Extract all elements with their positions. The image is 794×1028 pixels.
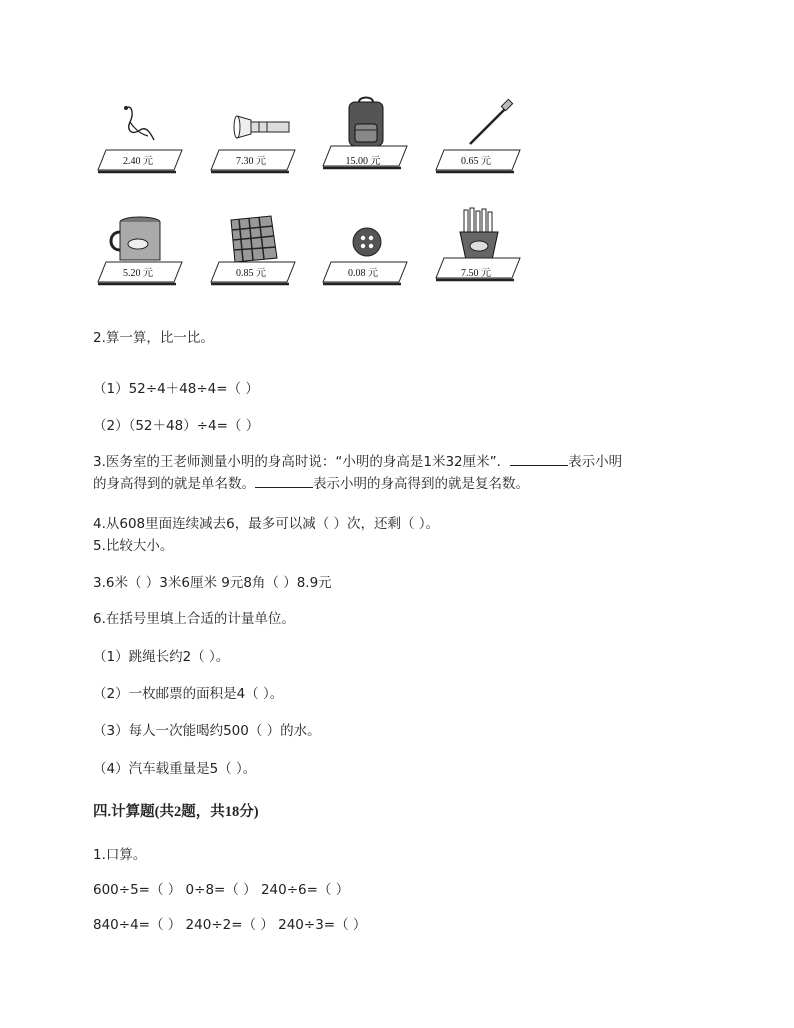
q6-title: 6.在括号里填上合适的计量单位。 bbox=[93, 611, 295, 627]
q3-text-3: 的身高得到的就是单名数。 bbox=[93, 476, 255, 492]
q6-part-1: （1）跳绳长约2（ ）。 bbox=[93, 649, 230, 665]
price-label: 15.00 元 bbox=[345, 156, 381, 167]
q3-text-4: 表示小明的身高得到的就是复名数。 bbox=[313, 476, 529, 492]
q2-part-2: （2）（52＋48）÷4=（ ） bbox=[93, 418, 260, 434]
price-label: 7.30 元 bbox=[236, 156, 266, 167]
price-item-toothbrush bbox=[434, 100, 524, 180]
q5-title: 5.比较大小。 bbox=[93, 538, 174, 554]
price-item-towel bbox=[209, 212, 299, 292]
calc-row-1: 600÷5=（ ） 0÷8=（ ） 240÷6=（ ） bbox=[93, 882, 350, 898]
q3-text-2: 表示小明 bbox=[568, 454, 623, 470]
q4-text: 4.从608里面连续减去6，最多可以减（ ）次，还剩（ ）。 bbox=[93, 516, 440, 532]
price-label: 0.85 元 bbox=[236, 268, 266, 279]
price-item-earphone bbox=[96, 100, 186, 180]
q3-text-1: 3.医务室的王老师测量小明的身高时说：“小明的身高是1米32厘米”． bbox=[93, 454, 511, 470]
price-item-fries bbox=[434, 208, 524, 288]
q3-line-2 bbox=[93, 472, 529, 492]
price-label: 2.40 元 bbox=[123, 156, 153, 167]
q3-blank-1[interactable] bbox=[510, 453, 568, 466]
q6-part-4: （4）汽车载重量是5（ ）。 bbox=[93, 761, 257, 777]
calc-title: 1.口算。 bbox=[93, 847, 147, 863]
q6-part-3: （3）每人一次能喝约500（ ）的水。 bbox=[93, 723, 321, 739]
calc-row-2: 840÷4=（ ） 240÷2=（ ） 240÷3=（ ） bbox=[93, 917, 367, 933]
price-label: 0.65 元 bbox=[461, 156, 491, 167]
q6-part-2: （2）一枚邮票的面积是4（ ）。 bbox=[93, 686, 284, 702]
price-item-backpack bbox=[321, 96, 411, 176]
q2-part-1: （1）52÷4＋48÷4=（ ） bbox=[93, 381, 259, 397]
q2-title: 2.算一算，比一比。 bbox=[93, 330, 214, 346]
price-label: 5.20 元 bbox=[123, 268, 153, 279]
price-item-mug bbox=[96, 212, 186, 292]
q3-line-1 bbox=[93, 450, 622, 470]
price-label: 0.08 元 bbox=[348, 268, 378, 279]
price-item-flashlight bbox=[209, 100, 299, 180]
price-label: 7.50 元 bbox=[461, 268, 491, 279]
q3-blank-2[interactable] bbox=[255, 475, 313, 488]
section-4-heading: 四.计算题(共2题，共18分) bbox=[93, 804, 259, 820]
price-item-button bbox=[321, 212, 411, 292]
q5-compare: 3.6米（ ）3米6厘米 9元8角（ ）8.9元 bbox=[93, 575, 332, 591]
